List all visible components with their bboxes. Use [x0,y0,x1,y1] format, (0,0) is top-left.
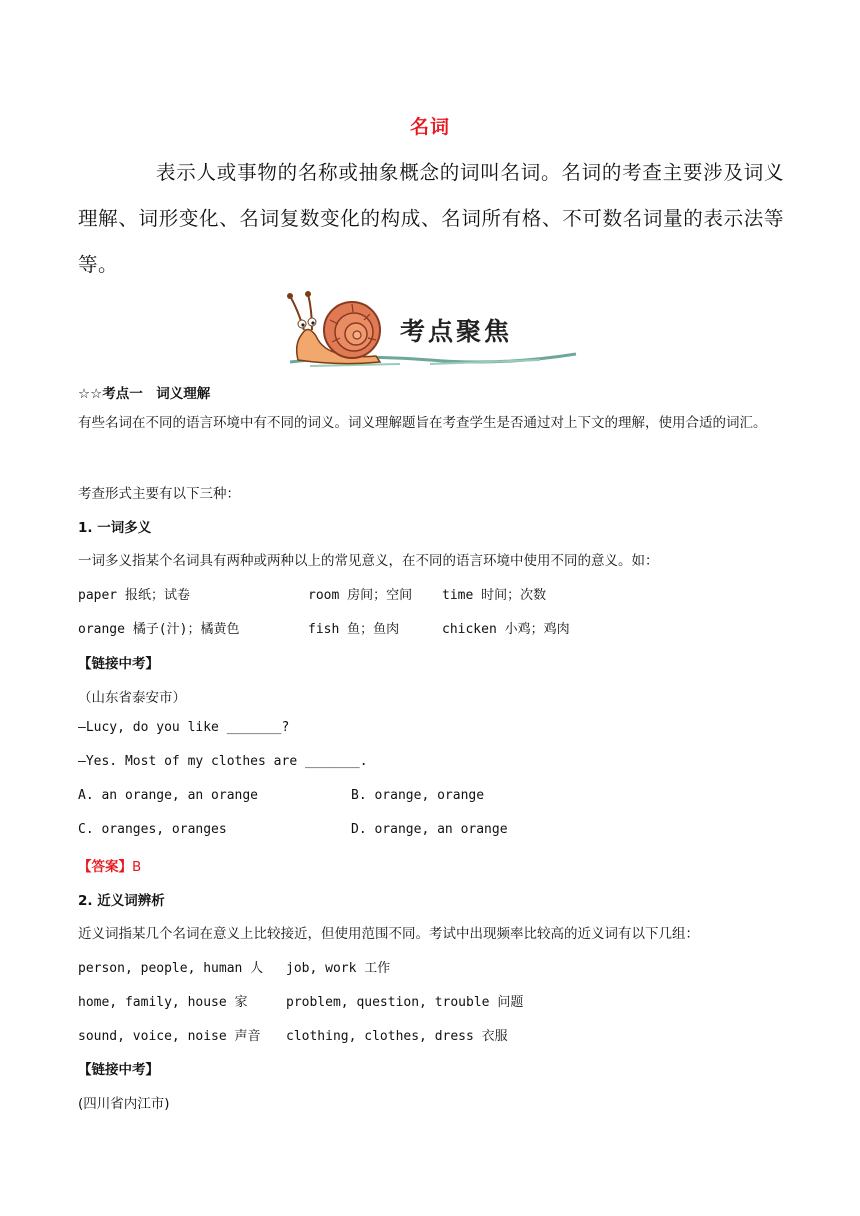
section-description: 有些名词在不同的语言环境中有不同的词义。词义理解题旨在考查学生是否通过对上下文的理解，使用合适的词汇。 [78,415,767,431]
forms-intro: 考查形式主要有以下三种： [78,486,240,502]
option-c: C. oranges, oranges [78,822,227,837]
example-item: room 房间；空间 [308,588,413,603]
example-item: orange 橘子(汁)；橘黄色 [78,622,240,637]
subsection-description-2: 近义词指某几个名词在意义上比较接近，但使用范围不同。考试中出现频率比较高的近义词有以下几组： [78,926,699,942]
question-line-1: —Lucy, do you like _______? [78,720,290,735]
answer-label: 【答案】 [78,859,132,875]
subsection-description-1: 一词多义指某个名词具有两种或两种以上的常见意义，在不同的语言环境中使用不同的意义。如： [78,553,659,569]
intro-paragraph: 表示人或事物的名称或抽象概念的词叫名词。名词的考查主要涉及词义理解、词形变化、名词复数变化的构成、名词所有格、不可数名词量的表示法等等。 [78,161,784,276]
question-source: (四川省内江市) [78,1096,170,1112]
synonym-group: problem, question, trouble 问题 [286,995,524,1010]
link-label: 【链接中考】 [78,656,159,672]
subsection-heading-2: 2. 近义词辨析 [78,893,165,909]
example-item: chicken 小鸡；鸡肉 [442,622,570,637]
link-label: 【链接中考】 [78,1062,159,1078]
synonym-group: sound, voice, noise 声音 [78,1029,261,1044]
document-title: 名词 [409,116,450,138]
synonym-group: clothing, clothes, dress 衣服 [286,1029,508,1044]
banner-title: 考点聚焦 [400,317,513,346]
option-a: A. an orange, an orange [78,788,259,803]
answer-row [78,855,141,875]
example-item: paper 报纸；试卷 [78,588,190,603]
option-d: D. orange, an orange [351,822,508,837]
synonym-group: home, family, house 家 [78,995,248,1010]
synonym-group: person, people, human 人 [78,961,264,976]
section-heading: ☆☆考点一 词义理解 [78,386,211,402]
example-item: time 时间；次数 [442,588,547,603]
example-item: fish 鱼；鱼肉 [308,622,400,637]
question-source: （山东省泰安市） [78,690,186,706]
option-b: B. orange, orange [351,788,485,803]
banner [280,284,580,374]
question-line-2: —Yes. Most of my clothes are _______. [78,754,368,769]
answer-value: B [132,859,142,875]
synonym-group: job, work 工作 [286,961,391,976]
subsection-heading-1: 1. 一词多义 [78,520,152,536]
